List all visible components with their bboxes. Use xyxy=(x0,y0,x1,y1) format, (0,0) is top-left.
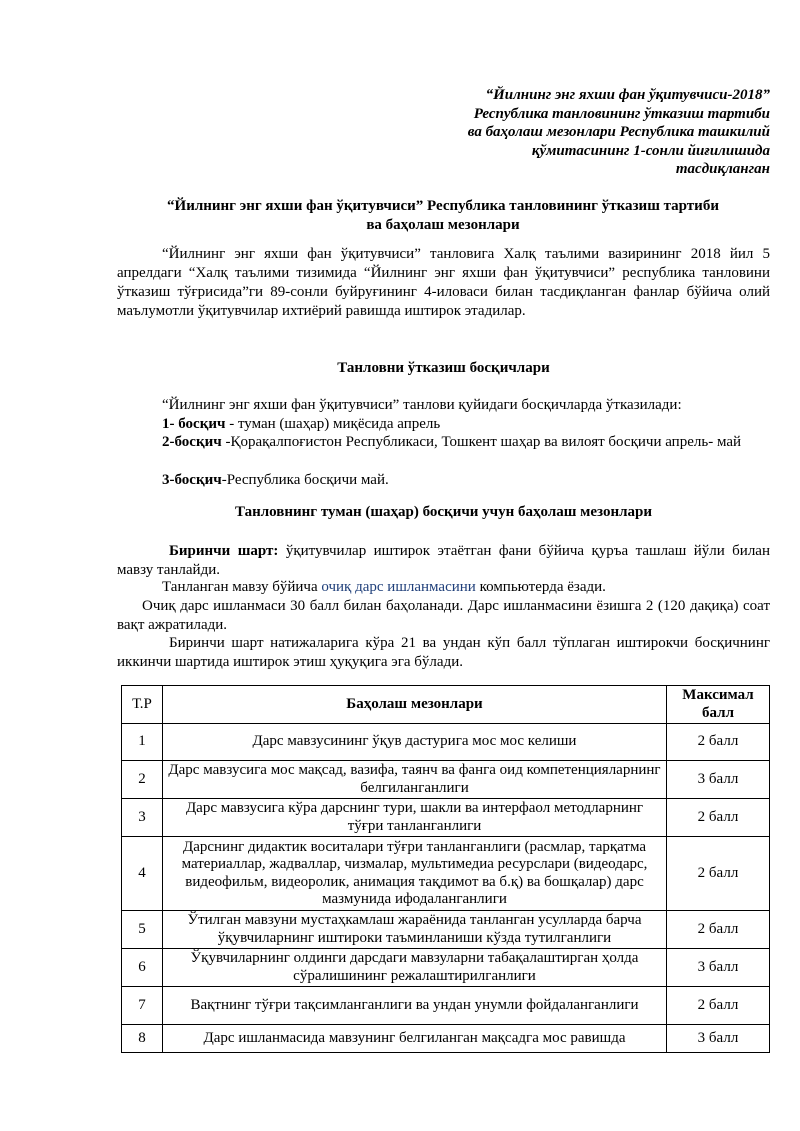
stage-item xyxy=(117,433,770,452)
row-score: 3 балл xyxy=(667,949,770,987)
row-criteria: Дарс мавзусига мос мақсад, вазифа, таянч ва фанга оид компетенцияларнинг белгиланганлиги xyxy=(163,761,667,799)
table-row xyxy=(122,837,770,911)
row-criteria: Дарснинг дидактик воситалари тўғри танланганлиги (расмлар, тарқатма материаллар, жадваллар, чизмалар, мультимедиа ресурслари (видеодарс, видеофильм, видеоролик, анимация тақдимот ва б.қ) ва бошқалар) дарс мазмунида ифодаланганлиги xyxy=(163,837,667,911)
table-row xyxy=(122,761,770,799)
row-num: 2 xyxy=(122,761,163,799)
table-row xyxy=(122,987,770,1025)
first-condition-label: Биринчи шарт: xyxy=(169,543,279,559)
document-title xyxy=(118,197,768,235)
stages-intro: “Йилнинг энг яхши фан ўқитувчиси” танлови қуйидаги босқичларда ўтказилади: xyxy=(162,397,682,413)
table-row xyxy=(122,949,770,987)
stage-text: - туман (шаҳар) миқёсида апрель xyxy=(225,416,441,432)
row-score: 2 балл xyxy=(667,987,770,1025)
row-criteria: Дарс мавзусининг ўқув дастурига мос мос келиши xyxy=(163,724,667,761)
criteria-table xyxy=(121,685,770,1053)
row-num: 3 xyxy=(122,799,163,837)
topic-text: Танланган мавзу бўйича xyxy=(162,579,322,595)
row-criteria: Ўқувчиларнинг олдинги дарсдаги мавзуларни табақалаштирган ҳолда сўралишининг режалаштирилганлиги xyxy=(163,949,667,987)
stage-text: -Республика босқичи май. xyxy=(221,472,389,488)
row-score: 2 балл xyxy=(667,837,770,911)
row-score: 3 балл xyxy=(667,761,770,799)
open-lesson-link[interactable]: очиқ дарс ишланмасини xyxy=(321,579,476,595)
table-row xyxy=(122,911,770,949)
row-num: 1 xyxy=(122,724,163,761)
approval-note xyxy=(350,86,770,179)
table-row xyxy=(122,799,770,837)
first-condition-text: ўқитувчилар иштирок этаётган фани бўйича қуръа ташлаш йўли билан мавзу танлайди. xyxy=(117,543,770,578)
row-num: 4 xyxy=(122,837,163,911)
header-max-score: Максимал балл xyxy=(667,686,770,724)
header-num: Т.Р xyxy=(122,686,163,724)
table-row xyxy=(122,724,770,761)
approval-line: ва баҳолаш мезонлари Республика ташкилий xyxy=(467,124,770,140)
approval-line: “Йилнинг энг яхши фан ўқитувчиси-2018” xyxy=(485,87,770,103)
document-title-line: “Йилнинг энг яхши фан ўқитувчиси” Республика танловининг ўтказиш тартиби xyxy=(167,198,719,214)
row-score: 2 балл xyxy=(667,724,770,761)
stage-item xyxy=(117,471,770,490)
topic-line xyxy=(117,578,770,597)
row-num: 7 xyxy=(122,987,163,1025)
district-heading: Танловнинг туман (шаҳар) босқичи учун баҳолаш мезонлари xyxy=(234,504,653,520)
row-criteria: Дарс мавзусига кўра дарснинг тури, шакли ва интерфаол методларнинг тўғри танланганлиги xyxy=(163,799,667,837)
stages-heading: Танловни ўтказиш босқичлари xyxy=(337,360,550,376)
topic-text: компьютерда ёзади. xyxy=(475,579,606,595)
stage-label: 2-босқич xyxy=(162,434,222,450)
row-num: 6 xyxy=(122,949,163,987)
row-num: 8 xyxy=(122,1025,163,1053)
row-score: 2 балл xyxy=(667,799,770,837)
stage-label: 3-босқич xyxy=(162,472,222,488)
document-title-line: ва баҳолаш мезонлари xyxy=(366,217,520,233)
approval-line: Республика танловининг ўтказиш тартиби xyxy=(473,105,770,122)
row-score: 3 балл xyxy=(667,1025,770,1053)
row-score: 2 балл xyxy=(667,911,770,949)
stage-item xyxy=(117,415,770,434)
intro-paragraph: “Йилнинг энг яхши фан ўқитувчиси” танловига Халқ таълими вазирининг 2018 йил 5 апрелдаги “Халқ таълими тизимида “Йилнинг энг яхши фан ўқитувчиси” республика танловини ўтказиш тўғрисида”ги 89-сонли буйруғининг 4-иловаси билан тасдиқланган фанлар бўйича олий маълумотли ўқитувчилар ихтиёрий равишда иштирок этадилар. xyxy=(117,246,770,319)
row-criteria: Ўтилган мавзуни мустаҳкамлаш жараёнида танланган усулларда барча ўқувчиларнинг иштироки таъминланиши кўзда тутилганлиги xyxy=(163,911,667,949)
first-condition xyxy=(117,542,770,580)
approval-line: тасдиқланган xyxy=(675,161,770,177)
table-row xyxy=(122,1025,770,1053)
stage-label: 1- босқич xyxy=(162,416,226,432)
scoring-paragraph: Очиқ дарс ишланмаси 30 балл билан баҳоланади. Дарс ишланмасини ёзишга 2 (120 дақиқа) соат вақт ажратилади. xyxy=(117,598,770,633)
row-criteria: Вақтнинг тўғри тақсимланганлиги ва ундан унумли фойдаланганлиги xyxy=(163,987,667,1025)
approval-line: қўмитасининг 1-сонли йиғилишида xyxy=(531,142,770,159)
row-criteria: Дарс ишланмасида мавзунинг белгиланган мақсадга мос равишда xyxy=(163,1025,667,1053)
table-header-row xyxy=(122,686,770,724)
row-num: 5 xyxy=(122,911,163,949)
result-paragraph: Биринчи шарт натижаларига кўра 21 ва ундан кўп балл тўплаган иштирокчи босқичнинг иккинчи шартида иштирок этиш ҳуқуқига эга бўлади. xyxy=(117,635,770,670)
header-criteria: Баҳолаш мезонлари xyxy=(163,686,667,724)
stage-text: -Қорақалпоғистон Республикаси, Тошкент шаҳар ва вилоят босқичи апрель- май xyxy=(221,434,742,450)
